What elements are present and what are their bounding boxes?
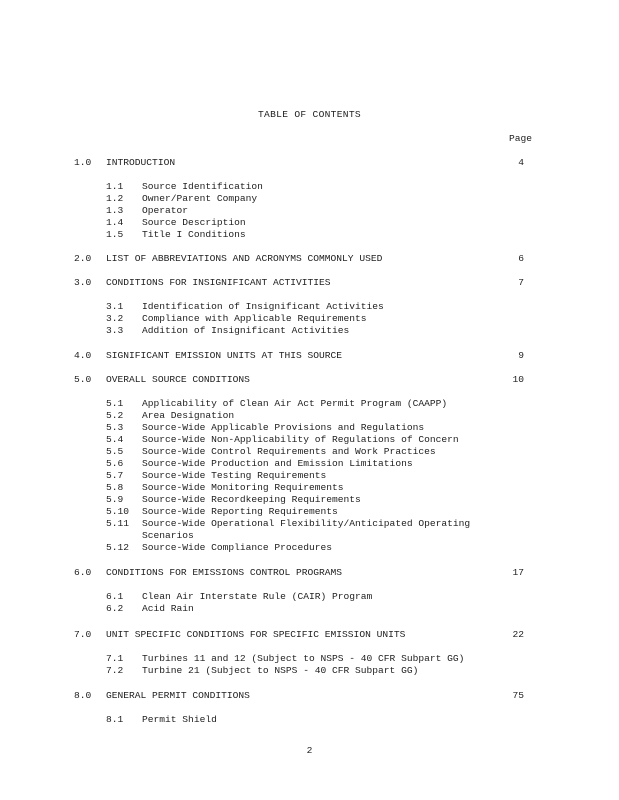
toc-subsection-row bbox=[0, 217, 619, 229]
toc-subsection-row bbox=[0, 542, 619, 554]
toc-subsection-row bbox=[0, 591, 619, 603]
subsection-number: 1.3 bbox=[106, 205, 124, 216]
subsection-number: 5.9 bbox=[106, 494, 124, 505]
toc-subsection-row bbox=[0, 714, 619, 726]
page-title: TABLE OF CONTENTS bbox=[258, 109, 361, 120]
subsection-title: Source-Wide Recordkeeping Requirements bbox=[142, 494, 361, 505]
section-number: 6.0 bbox=[74, 567, 92, 578]
subsection-number: 3.3 bbox=[106, 325, 124, 336]
subsection-title: Turbines 11 and 12 (Subject to NSPS - 40 CFR Subpart GG) bbox=[142, 653, 465, 664]
section-title: GENERAL PERMIT CONDITIONS bbox=[106, 690, 250, 701]
subsection-title: Acid Rain bbox=[142, 603, 194, 614]
subsection-number: 5.12 bbox=[106, 542, 130, 553]
subsection-title: Operator bbox=[142, 205, 189, 216]
subsection-title: Source-Wide Compliance Procedures bbox=[142, 542, 332, 553]
subsection-number: 5.3 bbox=[106, 422, 124, 433]
subsection-title: Applicability of Clean Air Act Permit Program (CAAPP) bbox=[142, 398, 448, 409]
section-page: 7 bbox=[518, 277, 524, 288]
toc-subsection-row bbox=[0, 494, 619, 506]
toc-subsection-row bbox=[0, 446, 619, 458]
section-page: 75 bbox=[512, 690, 524, 701]
toc-section-row bbox=[0, 690, 619, 702]
subsection-title: Source-Wide Operational Flexibility/Anticipated Operating bbox=[142, 518, 471, 529]
subsection-number: 3.1 bbox=[106, 301, 124, 312]
subsection-number: 1.2 bbox=[106, 193, 124, 204]
section-number: 8.0 bbox=[74, 690, 92, 701]
section-title: CONDITIONS FOR EMISSIONS CONTROL PROGRAMS bbox=[106, 567, 343, 578]
subsection-title: Area Designation bbox=[142, 410, 235, 421]
subsection-number: 5.5 bbox=[106, 446, 124, 457]
section-title: INTRODUCTION bbox=[106, 157, 176, 168]
subsection-number: 1.1 bbox=[106, 181, 124, 192]
toc-section-row bbox=[0, 567, 619, 579]
subsection-number: 5.10 bbox=[106, 506, 130, 517]
subsection-title: Owner/Parent Company bbox=[142, 193, 258, 204]
subsection-title: Source-Wide Monitoring Requirements bbox=[142, 482, 344, 493]
toc-subsection-row bbox=[0, 470, 619, 482]
toc-section-row bbox=[0, 629, 619, 641]
subsection-title: Compliance with Applicable Requirements bbox=[142, 313, 367, 324]
subsection-title-continued: Scenarios bbox=[142, 530, 194, 541]
toc-subsection-row bbox=[0, 229, 619, 241]
toc-subsection-row bbox=[0, 482, 619, 494]
toc-subsection-row bbox=[0, 422, 619, 434]
subsection-number: 6.2 bbox=[106, 603, 124, 614]
toc-subsection-row bbox=[0, 398, 619, 410]
subsection-title: Source-Wide Control Requirements and Work Practices bbox=[142, 446, 436, 457]
section-number: 1.0 bbox=[74, 157, 92, 168]
section-page: 22 bbox=[512, 629, 524, 640]
toc-section-row bbox=[0, 374, 619, 386]
toc-subsection-row bbox=[0, 325, 619, 337]
toc-section-row bbox=[0, 157, 619, 169]
subsection-title: Source-Wide Applicable Provisions and Regulations bbox=[142, 422, 425, 433]
toc-subsection-row bbox=[0, 181, 619, 193]
subsection-title: Source-Wide Testing Requirements bbox=[142, 470, 327, 481]
section-page: 9 bbox=[518, 350, 524, 361]
subsection-number: 8.1 bbox=[106, 714, 124, 725]
toc-subsection-row bbox=[0, 653, 619, 665]
section-title: SIGNIFICANT EMISSION UNITS AT THIS SOURCE bbox=[106, 350, 343, 361]
toc-subsection-continuation bbox=[0, 530, 619, 542]
section-page: 4 bbox=[518, 157, 524, 168]
subsection-number: 5.11 bbox=[106, 518, 130, 529]
subsection-number: 6.1 bbox=[106, 591, 124, 602]
section-title: OVERALL SOURCE CONDITIONS bbox=[106, 374, 250, 385]
section-number: 5.0 bbox=[74, 374, 92, 385]
toc-section-row bbox=[0, 253, 619, 265]
subsection-number: 1.5 bbox=[106, 229, 124, 240]
subsection-number: 3.2 bbox=[106, 313, 124, 324]
toc-subsection-row bbox=[0, 506, 619, 518]
toc-section-row bbox=[0, 350, 619, 362]
toc-subsection-row bbox=[0, 434, 619, 446]
section-number: 7.0 bbox=[74, 629, 92, 640]
toc-subsection-row bbox=[0, 205, 619, 217]
subsection-title: Addition of Insignificant Activities bbox=[142, 325, 350, 336]
section-page: 6 bbox=[518, 253, 524, 264]
subsection-number: 5.4 bbox=[106, 434, 124, 445]
subsection-title: Turbine 21 (Subject to NSPS - 40 CFR Subpart GG) bbox=[142, 665, 419, 676]
section-page: 17 bbox=[512, 567, 524, 578]
subsection-number: 1.4 bbox=[106, 217, 124, 228]
subsection-number: 7.2 bbox=[106, 665, 124, 676]
toc-subsection-row bbox=[0, 518, 619, 530]
subsection-title: Source-Wide Production and Emission Limitations bbox=[142, 458, 413, 469]
section-title: CONDITIONS FOR INSIGNIFICANT ACTIVITIES bbox=[106, 277, 331, 288]
subsection-number: 7.1 bbox=[106, 653, 124, 664]
toc-subsection-row bbox=[0, 410, 619, 422]
subsection-title: Source-Wide Non-Applicability of Regulations of Concern bbox=[142, 434, 459, 445]
section-number: 2.0 bbox=[74, 253, 92, 264]
toc-subsection-row bbox=[0, 603, 619, 615]
toc-subsection-row bbox=[0, 193, 619, 205]
subsection-number: 5.8 bbox=[106, 482, 124, 493]
toc-subsection-row bbox=[0, 458, 619, 470]
subsection-title: Source Identification bbox=[142, 181, 263, 192]
toc-subsection-row bbox=[0, 665, 619, 677]
toc-subsection-row bbox=[0, 301, 619, 313]
section-number: 3.0 bbox=[74, 277, 92, 288]
section-title: UNIT SPECIFIC CONDITIONS FOR SPECIFIC EMISSION UNITS bbox=[106, 629, 406, 640]
subsection-number: 5.2 bbox=[106, 410, 124, 421]
subsection-number: 5.7 bbox=[106, 470, 124, 481]
subsection-number: 5.1 bbox=[106, 398, 124, 409]
toc-section-row bbox=[0, 277, 619, 289]
subsection-title: Identification of Insignificant Activities bbox=[142, 301, 384, 312]
subsection-number: 5.6 bbox=[106, 458, 124, 469]
footer-page-number: 2 bbox=[306, 745, 313, 756]
subsection-title: Source-Wide Reporting Requirements bbox=[142, 506, 338, 517]
toc-subsection-row bbox=[0, 313, 619, 325]
subsection-title: Title I Conditions bbox=[142, 229, 246, 240]
page-column-label: Page bbox=[509, 133, 533, 144]
section-title: LIST OF ABBREVIATIONS AND ACRONYMS COMMONLY USED bbox=[106, 253, 383, 264]
subsection-title: Clean Air Interstate Rule (CAIR) Program bbox=[142, 591, 373, 602]
section-page: 10 bbox=[512, 374, 524, 385]
subsection-title: Source Description bbox=[142, 217, 246, 228]
subsection-title: Permit Shield bbox=[142, 714, 217, 725]
section-number: 4.0 bbox=[74, 350, 92, 361]
